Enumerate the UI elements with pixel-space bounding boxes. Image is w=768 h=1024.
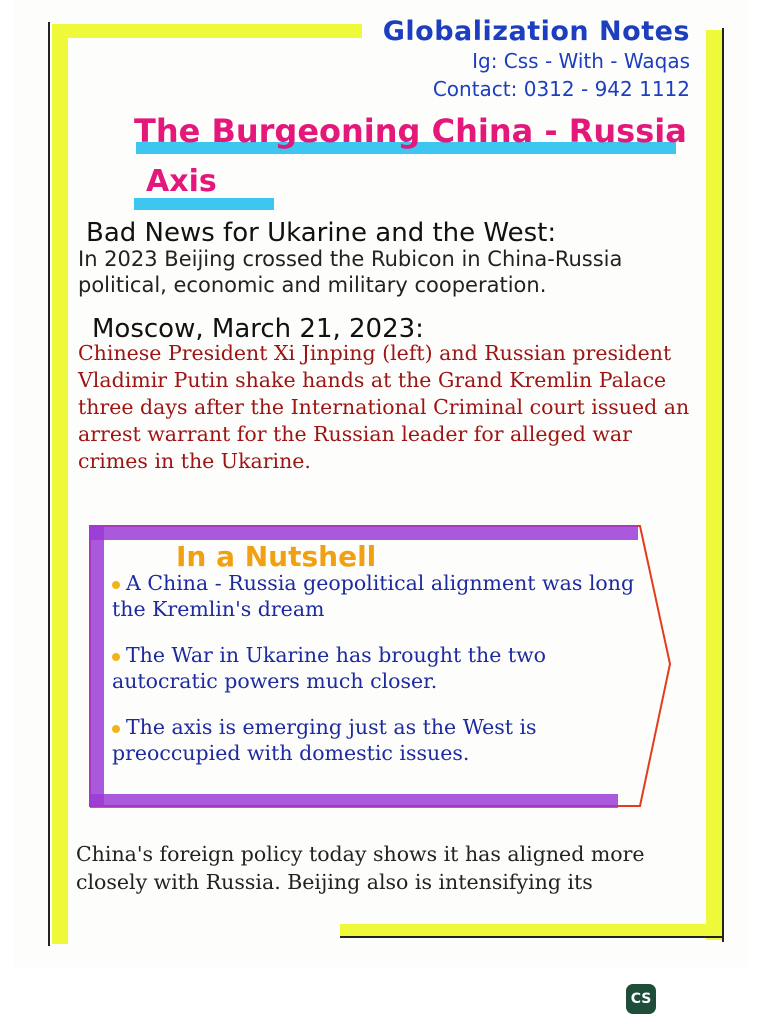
nutshell-title: In a Nutshell [176,540,377,573]
bullet-icon [112,725,120,733]
instagram-handle: Ig: Css - With - Waqas [472,49,690,73]
bullet-icon [112,581,120,589]
contact-number: Contact: 0312 - 942 1112 [432,77,690,101]
title-highlight-2 [134,198,274,210]
nutshell-list [112,570,642,786]
section-2-body: Chinese President Xi Jinping (left) and Russian president Vladimir Putin shake hands at the Grand Kremlin Palace three days after the International Criminal court issued an arrest warrant for the Russian leader for alleged war crimes in the Ukarine. [78,341,690,473]
list-item: A China - Russia geopolitical alignment was long the Kremlin's dream [112,571,635,621]
bullet-icon [112,653,120,661]
yellow-highlight-top [52,24,362,38]
frame-line-bottom [340,936,722,938]
camscanner-badge-icon: CS [626,984,656,1014]
page-title-line-1: The Burgeoning China - Russia [134,112,687,150]
yellow-highlight-left [52,24,68,944]
section-1-body: In 2023 Beijing crossed the Rubicon in China-Russia political, economic and military cooperation. [78,247,623,297]
frame-line-right [722,28,724,942]
notes-title: Globalization Notes [382,16,690,47]
section-1-heading: Bad News for Ukarine and the West: [86,218,557,248]
list-item: The War in Ukarine has brought the two autocratic powers much closer. [112,643,546,693]
page-title-line-2: Axis [146,164,217,199]
list-item: The axis is emerging just as the West is preoccupied with domestic issues. [112,715,537,765]
frame-line-left [48,22,50,946]
closing-paragraph: China's foreign policy today shows it has aligned more closely with Russia. Beijing also is intensifying its [76,842,645,894]
notes-header [350,16,690,103]
yellow-highlight-right [706,30,722,940]
section-2-heading: Moscow, March 21, 2023: [92,314,424,344]
